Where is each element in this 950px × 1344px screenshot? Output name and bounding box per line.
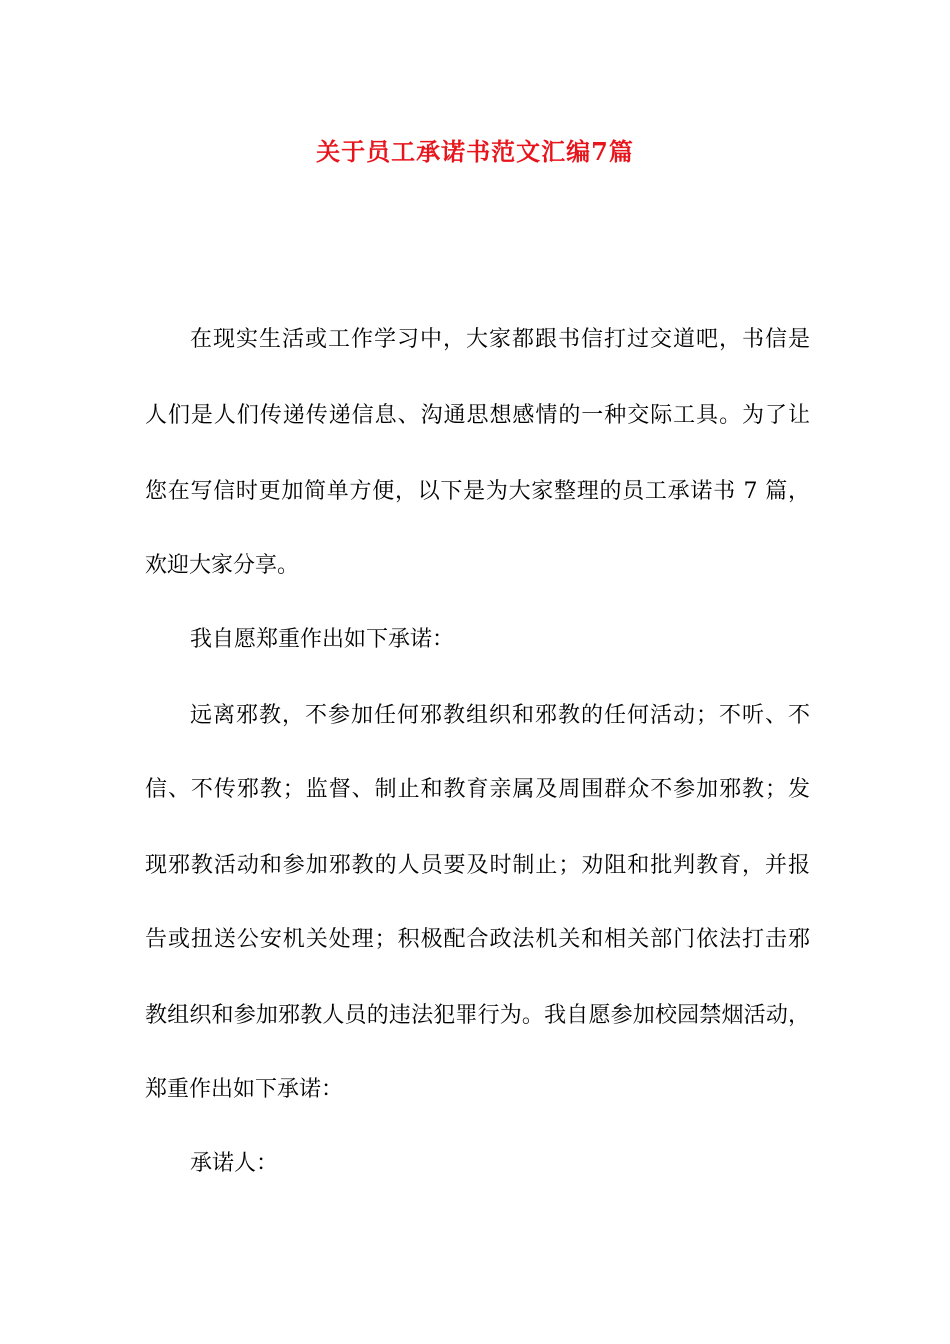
paragraph-1-line-4: 欢迎大家分享。	[145, 553, 300, 578]
paragraph-2-line-1: 我自愿郑重作出如下承诺：	[190, 627, 455, 652]
paragraph-3-line-4: 告或扭送公安机关处理；积极配合政法机关和相关部门依法打击邪	[145, 927, 810, 952]
paragraph-1-line-1: 在现实生活或工作学习中，大家都跟书信打过交道吧，书信是	[190, 327, 810, 352]
paragraph-1-line-3: 您在写信时更加简单方便，以下是为大家整理的员工承诺书 7 篇，	[145, 479, 810, 504]
paragraph-3-line-5: 教组织和参加邪教人员的违法犯罪行为。我自愿参加校园禁烟活动，	[145, 1003, 810, 1028]
paragraph-1-line-2: 人们是人们传递传递信息、沟通思想感情的一种交际工具。为了让	[145, 403, 810, 428]
paragraph-3-line-6: 郑重作出如下承诺：	[145, 1077, 344, 1102]
document-title: 关于员工承诺书范文汇编7篇	[316, 137, 634, 166]
paragraph-3-line-2: 信、不传邪教；监督、制止和教育亲属及周围群众不参加邪教；发	[145, 777, 810, 802]
signatory-label: 承诺人：	[190, 1151, 279, 1176]
paragraph-3-line-1: 远离邪教，不参加任何邪教组织和邪教的任何活动；不听、不	[190, 703, 810, 728]
paragraph-3-line-3: 现邪教活动和参加邪教的人员要及时制止；劝阻和批判教育，并报	[145, 853, 810, 878]
